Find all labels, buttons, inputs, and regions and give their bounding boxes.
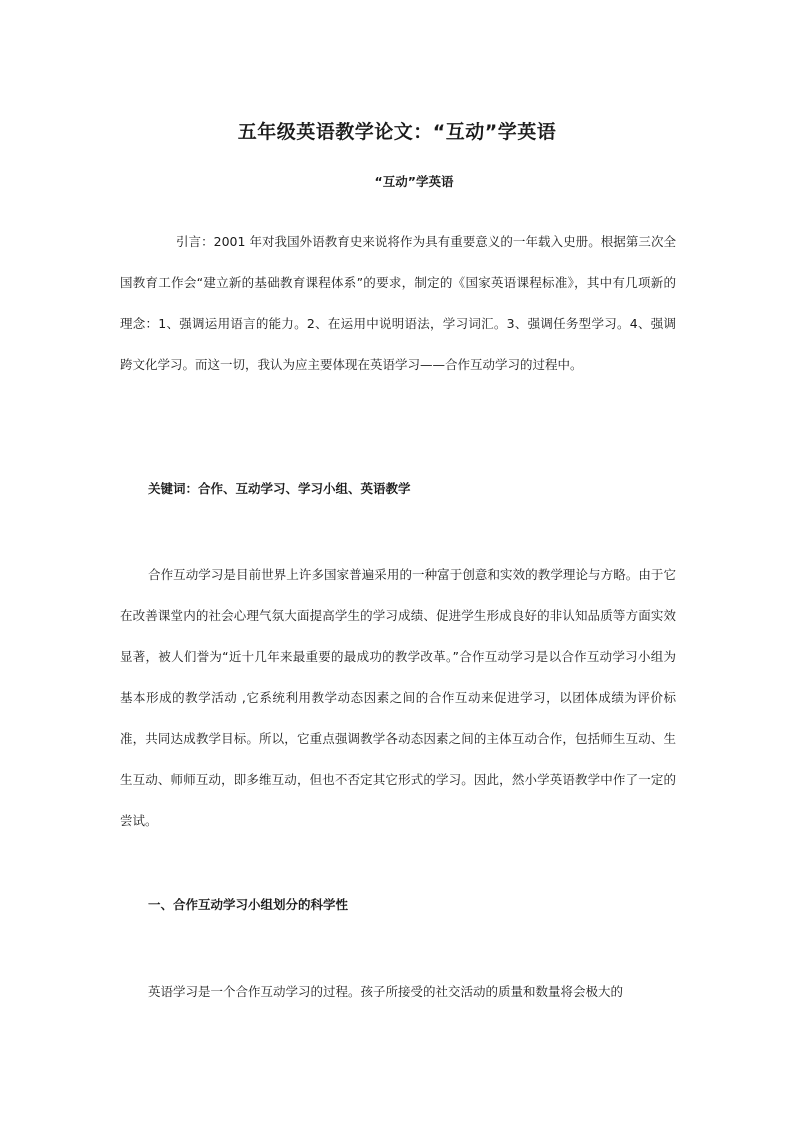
- intro-paragraph: 引言：2001 年对我国外语教育史来说将作为具有重要意义的一年载入史册。根据第三次全国教育工作会“建立新的基础教育课程体系”的要求，制定的《国家英语课程标准》，其中有几项新的理念：1、强调运用语言的能力。2、在运用中说明语法，学习词汇。3、强调任务型学习。4、强调跨文化学习。而这一切，我认为应主要体现在英语学习——合作互动学习的过程中。: [120, 234, 676, 372]
- section-heading: 一、合作互动学习小组划分的科学性: [148, 897, 349, 912]
- document-title: 五年级英语教学论文：“互动”学英语: [237, 121, 557, 143]
- document-subtitle: “互动”学英语: [374, 174, 454, 189]
- keywords-line: 关键词：合作、互动学习、学习小组、英语教学: [148, 481, 411, 496]
- body-paragraph: 合作互动学习是目前世界上许多国家普遍采用的一种富于创意和实效的教学理论与方略。由于它在改善课堂内的社会心理气氛大面提高学生的学习成绩、促进学生形成良好的非认知品质等方面实效显著，被人们誉为“近十几年来最重要的最成功的教学改革。”合作互动学习是以合作互动学习小组为基本形成的教学活动 ,它系统利用教学动态因素之间的合作互动来促进学习，以团体成绩为评价标准，共同达成教学目标。所以，它重点强调教学各动态因素之间的主体互动合作，包括师生互动、生生互动、师师互动，即多维互动，但也不否定其它形式的学习。因此，然小学英语教学中作了一定的尝试。: [120, 567, 676, 828]
- body-paragraph: 英语学习是一个合作互动学习的过程。孩子所接受的社交活动的质量和数量将会极大的: [148, 984, 624, 999]
